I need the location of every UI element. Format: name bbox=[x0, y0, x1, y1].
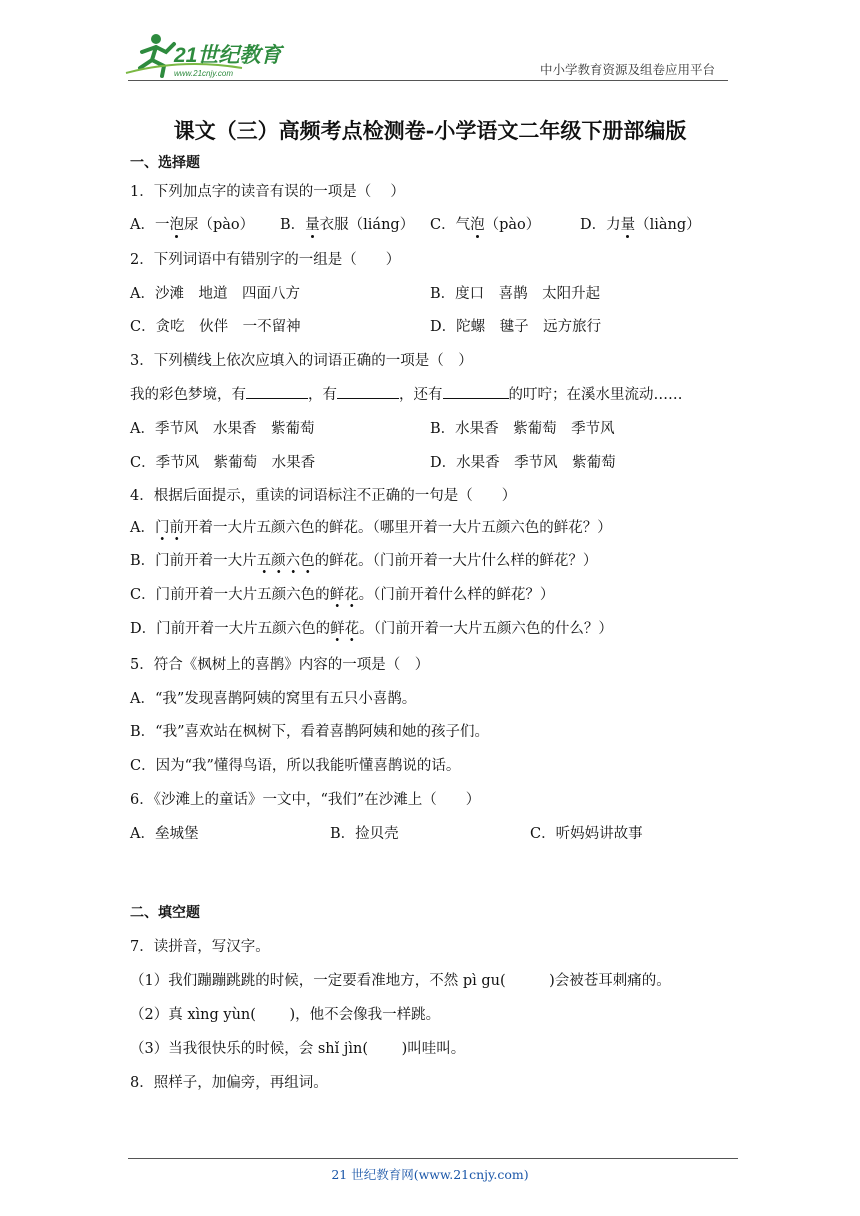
q3-option-d: D．水果香 季节风 紫葡萄 bbox=[430, 455, 616, 471]
page-title: 课文（三）高频考点检测卷-小学语文二年级下册部编版 bbox=[173, 118, 687, 143]
q6-option-c: C．听妈妈讲故事 bbox=[530, 826, 643, 842]
q3-stem: 3．下列横线上依次应填入的词语正确的一项是（ ） bbox=[130, 353, 473, 369]
q1-stem: 1．下列加点字的读音有误的一项是（ ） bbox=[130, 184, 405, 200]
footer-divider bbox=[128, 1158, 738, 1159]
footer-text: 21 世纪教育网(www.21cnjy.com) bbox=[331, 1167, 529, 1182]
q5-option-c: C．因为“我”懂得鸟语，所以我能听懂喜鹊说的话。 bbox=[130, 758, 461, 774]
q3-option-b: B．水果香 紫葡萄 季节风 bbox=[430, 421, 615, 437]
q3-sentence: 我的彩色梦境，有 ，有 ，还有 的叮咛；在溪水里流动…… bbox=[130, 383, 683, 404]
q2-option-c: C．贪吃 伙伴 一不留神 bbox=[130, 319, 301, 335]
q3-option-a: A．季节风 水果香 紫葡萄 bbox=[130, 421, 315, 437]
q2-option-a: A．沙滩 地道 四面八方 bbox=[130, 286, 300, 302]
q2-option-b: B．度口 喜鹊 太阳升起 bbox=[430, 286, 601, 302]
section-heading-fill: 二、填空题 bbox=[130, 905, 200, 921]
q7-stem: 7．读拼音，写汉字。 bbox=[130, 939, 270, 955]
q7-sub-1: （1）我们蹦蹦跳跳的时候，一定要看准地方，不然 pì gu( )会被苍耳刺痛的。 bbox=[130, 973, 671, 989]
q1-option-d: D．力量（liàng） bbox=[580, 213, 701, 234]
platform-label: 中小学教育资源及组卷应用平台 bbox=[540, 62, 716, 77]
q5-option-a: A．“我”发现喜鹊阿姨的窝里有五只小喜鹊。 bbox=[130, 691, 417, 707]
fill-blank bbox=[443, 384, 509, 399]
q4-stem: 4．根据后面提示，重读的词语标注不正确的一句是（ ） bbox=[130, 488, 517, 504]
q5-stem: 5．符合《枫树上的喜鹊》内容的一项是（ ） bbox=[130, 657, 430, 673]
section-heading-choice: 一、选择题 bbox=[130, 155, 200, 171]
site-logo bbox=[122, 28, 292, 84]
logo-url: www.21cnjy.com bbox=[174, 69, 233, 78]
q7-sub-2: （2）真 xìng yùn( )，他不会像我一样跳。 bbox=[130, 1007, 441, 1023]
fill-blank bbox=[337, 384, 399, 399]
q4-option-b: B．门前开着一大片五颜六色的鲜花。（门前开着一大片什么样的鲜花？） bbox=[130, 549, 597, 570]
q2-option-d: D．陀螺 毽子 远方旅行 bbox=[430, 319, 602, 335]
header-divider bbox=[128, 80, 728, 81]
q4-option-a: A．门前开着一大片五颜六色的鲜花。（哪里开着一大片五颜六色的鲜花？） bbox=[130, 516, 612, 537]
q4-option-c: C．门前开着一大片五颜六色的鲜花。（门前开着什么样的鲜花？） bbox=[130, 583, 554, 604]
q6-option-b: B．捡贝壳 bbox=[330, 826, 399, 842]
fill-blank bbox=[246, 384, 308, 399]
q7-sub-3: （3）当我很快乐的时候，会 shǐ jìn( )叫哇叫。 bbox=[130, 1041, 466, 1057]
logo-text: 21世纪教育 bbox=[174, 44, 282, 67]
q1-option-a: A．一泡尿（pào） bbox=[130, 213, 254, 234]
q5-option-b: B．“我”喜欢站在枫树下，看着喜鹊阿姨和她的孩子们。 bbox=[130, 724, 489, 740]
q2-stem: 2．下列词语中有错别字的一组是（ ） bbox=[130, 252, 401, 268]
q1-option-c: C．气泡（pào） bbox=[430, 213, 540, 234]
q3-option-c: C．季节风 紫葡萄 水果香 bbox=[130, 455, 316, 471]
q6-option-a: A．垒城堡 bbox=[130, 826, 199, 842]
q1-option-b: B．量衣服（liáng） bbox=[280, 213, 414, 234]
q4-option-d: D．门前开着一大片五颜六色的鲜花。（门前开着一大片五颜六色的什么？） bbox=[130, 617, 613, 638]
q6-stem: 6．《沙滩上的童话》一文中，“我们”在沙滩上（ ） bbox=[130, 792, 481, 808]
q8-stem: 8．照样子，加偏旁，再组词。 bbox=[130, 1075, 328, 1091]
